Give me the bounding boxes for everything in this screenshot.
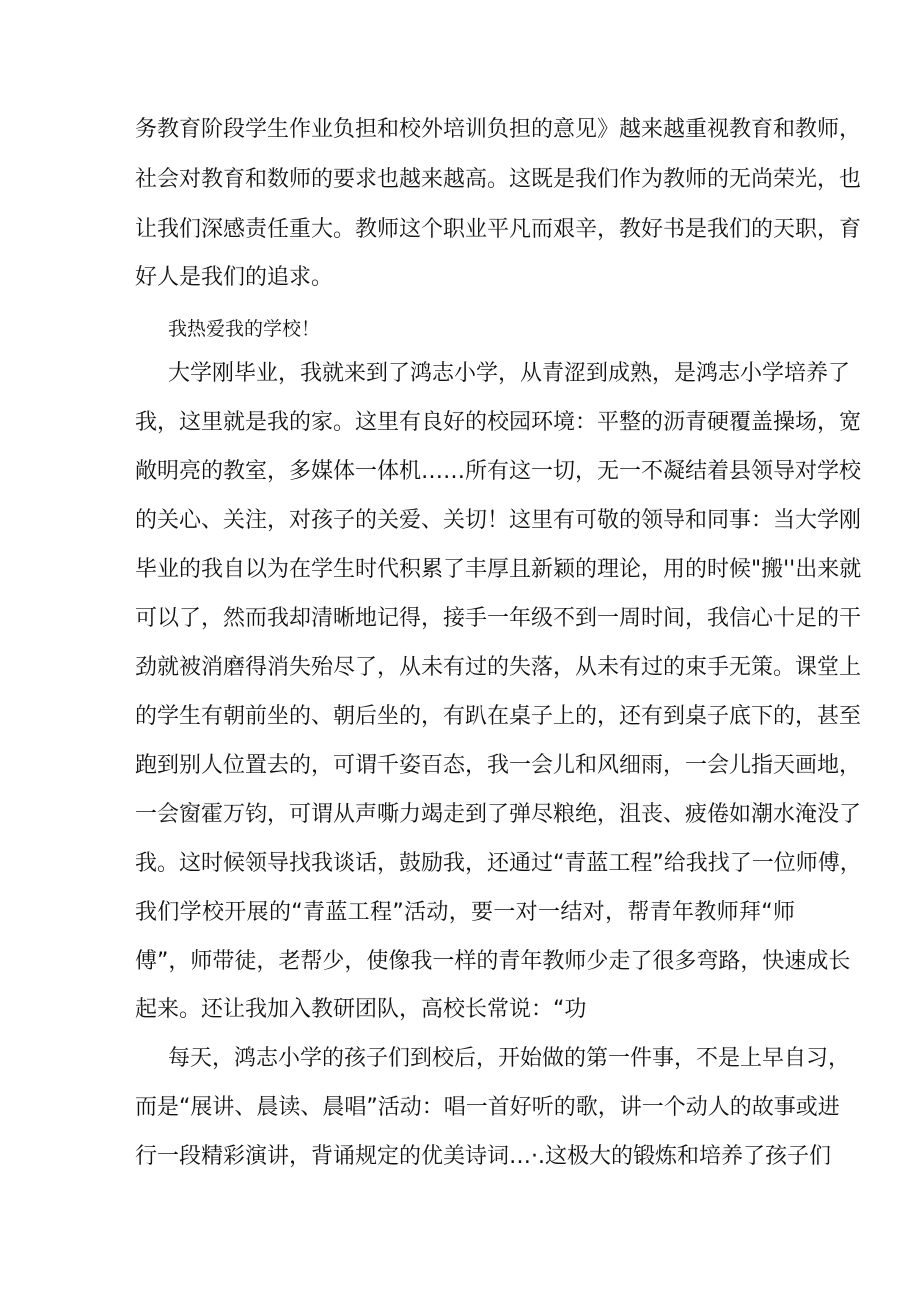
paragraph-3-line-2: 我，这里就是我的家。这里有良好的校园环境：平整的沥青硬覆盖操场，宽 <box>135 410 862 435</box>
paragraph-3-line-8: 的学生有朝前坐的、朝后坐的，有趴在桌子上的，还有到桌子底下的，甚至 <box>135 704 862 729</box>
paragraph-4-line-2: 而是“展讲、晨读、晨唱”活动：唱一首好听的歌，讲一个动人的故事或进 <box>135 1095 840 1120</box>
paragraph-3-line-9: 跑到别人位置去的，可谓千姿百态，我一会儿和风细雨，一会儿指天画地， <box>135 753 862 778</box>
paragraph-3-line-5: 毕业的我自以为在学生时代积累了丰厚且新颖的理论，用的时候"搬''出来就 <box>135 557 862 582</box>
paragraph-3-line-10: 一会窗霍万钧，可谓从声嘶力竭走到了弹尽粮绝，沮丧、疲倦如潮水淹没了 <box>135 802 862 827</box>
paragraph-3-line-3: 敞明亮的教室，多媒体一体机……所有这一切，无一不凝结着县领导对学校 <box>135 459 862 484</box>
paragraph-1-line-2: 社会对教育和数师的要求也越来越高。这既是我们作为教师的无尚荣光，也 <box>135 167 862 192</box>
paragraph-3-line-6: 可以了，然而我却清晰地记得，接手一年级不到一周时间，我信心十足的干 <box>135 606 862 631</box>
paragraph-3-line-11: 我。这时候领导找我谈话，鼓励我，还通过“青蓝工程”给我找了一位师傅， <box>135 851 862 876</box>
paragraph-3-line-13: 傅”，师带徒，老帮少，使像我一样的青年教师少走了很多弯路，快速成长 <box>135 949 851 974</box>
paragraph-3-line-7: 劲就被消磨得消失殆尽了，从未有过的失落，从未有过的束手无策。课堂上 <box>135 655 862 680</box>
paragraph-3-line-14: 起来。还让我加入教研团队，高校长常说：“功 <box>135 997 587 1022</box>
paragraph-1-line-4: 好人是我们的追求。 <box>135 265 334 290</box>
paragraph-4-line-1: 每天，鸿志小学的孩子们到校后，开始做的第一件事，不是上早自习， <box>168 1046 851 1071</box>
paragraph-3-line-4: 的关心、关注，对孩子的关爱、关切！这里有可敬的领导和同事：当大学刚 <box>135 508 862 533</box>
paragraph-3-line-12: 我们学校开展的“青蓝工程”活动，要一对一结对，帮青年教师拜“师 <box>135 900 795 925</box>
paragraph-1-line-3: 让我们深感责任重大。教师这个职业平凡而艰辛，教好书是我们的天职，育 <box>135 217 862 242</box>
paragraph-1-line-1: 务教育阶段学生作业负担和校外培训负担的意见》越来越重视教育和教师， <box>135 117 862 142</box>
paragraph-3-line-1: 大学刚毕业，我就来到了鸿志小学，从青涩到成熟，是鸿志小学培养了 <box>168 361 851 386</box>
paragraph-2-line-1: 我热爱我的学校！ <box>168 318 321 340</box>
paragraph-4-line-3: 行一段精彩演讲，背诵规定的优美诗词…·.这极大的锻炼和培养了孩子们 <box>135 1144 831 1169</box>
